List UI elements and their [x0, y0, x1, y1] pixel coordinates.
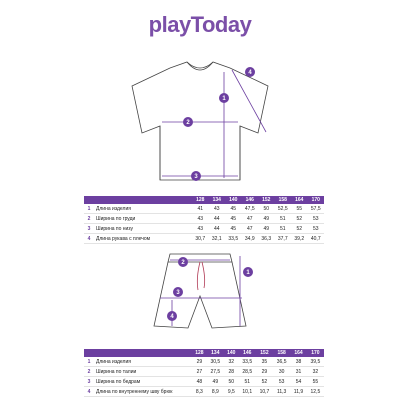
size-value: 52 — [256, 377, 273, 387]
row-label: Ширина по груди — [94, 214, 192, 224]
size-value: 8,9 — [207, 387, 224, 397]
size-header: 146 — [242, 196, 259, 204]
size-header: 170 — [308, 196, 325, 204]
size-value: 52 — [291, 214, 308, 224]
table-row — [84, 204, 324, 214]
table-row — [84, 224, 324, 234]
row-label: Ширина по низу — [94, 224, 192, 234]
row-label: Ширина по талии — [94, 367, 192, 377]
shorts-drawing — [0, 250, 400, 340]
row-label: Длина изделия — [94, 204, 192, 214]
size-value: 33,5 — [225, 234, 242, 244]
size-value: 30 — [273, 367, 290, 377]
tshirt-marker-label: 2 — [186, 120, 190, 126]
size-value: 43 — [192, 224, 209, 234]
brand-name: playToday — [148, 12, 252, 37]
row-label: Длина по внутреннему шву брюк — [94, 387, 192, 397]
size-header: 134 — [209, 196, 226, 204]
size-value: 10,1 — [239, 387, 256, 397]
table-row — [84, 367, 324, 377]
size-value: 11,9 — [290, 387, 307, 397]
row-number: 1 — [84, 204, 94, 214]
row-number: 3 — [84, 224, 94, 234]
size-value: 37,7 — [275, 234, 292, 244]
size-value: 47 — [242, 224, 259, 234]
size-value: 10,7 — [256, 387, 273, 397]
size-value: 45 — [225, 224, 242, 234]
size-value: 51 — [239, 377, 256, 387]
tshirt-marker-label: 1 — [222, 96, 226, 102]
size-value: 8,3 — [192, 387, 207, 397]
table-row — [84, 387, 324, 397]
size-value: 52,5 — [275, 204, 292, 214]
size-value: 29 — [192, 357, 207, 367]
size-value: 50 — [258, 204, 275, 214]
size-value: 34,9 — [242, 234, 259, 244]
size-value: 32 — [307, 367, 324, 377]
size-value: 30,7 — [192, 234, 209, 244]
size-value: 53 — [273, 377, 290, 387]
size-value: 45 — [225, 214, 242, 224]
size-header: 134 — [207, 349, 224, 357]
shorts-marker-label: 3 — [176, 290, 180, 296]
table-header-blank — [84, 196, 192, 204]
row-number: 2 — [84, 214, 94, 224]
size-value: 52 — [291, 224, 308, 234]
size-value: 55 — [291, 204, 308, 214]
size-header: 152 — [258, 196, 275, 204]
size-header: 164 — [291, 196, 308, 204]
size-header: 170 — [307, 349, 324, 357]
row-label: Ширина по бедрам — [94, 377, 192, 387]
row-label: Длина изделия — [94, 357, 192, 367]
table-row — [84, 234, 324, 244]
table-row — [84, 357, 324, 367]
size-value: 54 — [290, 377, 307, 387]
size-value: 43 — [192, 214, 209, 224]
row-number: 4 — [84, 387, 94, 397]
size-header: 158 — [275, 196, 292, 204]
size-value: 50 — [224, 377, 239, 387]
table-header-blank — [84, 349, 192, 357]
size-header: 146 — [239, 349, 256, 357]
size-value: 30,5 — [207, 357, 224, 367]
size-value: 36,5 — [273, 357, 290, 367]
size-value: 47 — [242, 214, 259, 224]
size-value: 27,5 — [207, 367, 224, 377]
size-value: 33,5 — [239, 357, 256, 367]
size-value: 55 — [307, 377, 324, 387]
size-value: 11,3 — [273, 387, 290, 397]
row-number: 2 — [84, 367, 94, 377]
tshirt-marker-label: 4 — [248, 70, 252, 76]
size-value: 51 — [275, 224, 292, 234]
size-header: 140 — [224, 349, 239, 357]
size-value: 28 — [224, 367, 239, 377]
size-value: 51 — [275, 214, 292, 224]
size-value: 28,5 — [239, 367, 256, 377]
size-value: 45 — [225, 204, 242, 214]
shorts-marker-label: 4 — [170, 314, 174, 320]
shorts-size-table — [84, 349, 324, 397]
size-value: 39,2 — [291, 234, 308, 244]
size-value: 39,5 — [307, 357, 324, 367]
size-header: 152 — [256, 349, 273, 357]
size-value: 41 — [192, 204, 209, 214]
size-value: 27 — [192, 367, 207, 377]
shorts-marker-label: 2 — [181, 260, 185, 266]
size-value: 47,5 — [242, 204, 259, 214]
row-number: 4 — [84, 234, 94, 244]
size-value: 53 — [308, 214, 325, 224]
size-value: 35 — [256, 357, 273, 367]
size-value: 49 — [258, 224, 275, 234]
table-row — [84, 377, 324, 387]
size-value: 9,5 — [224, 387, 239, 397]
size-value: 44 — [209, 224, 226, 234]
row-number: 1 — [84, 357, 94, 367]
size-value: 12,5 — [307, 387, 324, 397]
size-value: 31 — [290, 367, 307, 377]
size-value: 29 — [256, 367, 273, 377]
size-header: 128 — [192, 349, 207, 357]
size-header: 164 — [290, 349, 307, 357]
size-header: 158 — [273, 349, 290, 357]
size-value: 48 — [192, 377, 207, 387]
size-value: 40,7 — [308, 234, 325, 244]
size-value: 32 — [224, 357, 239, 367]
row-label: Длина рукава с плечом — [94, 234, 192, 244]
size-value: 49 — [207, 377, 224, 387]
shorts-marker-label: 1 — [246, 270, 250, 276]
size-value: 32,1 — [209, 234, 226, 244]
tshirt-size-table — [84, 196, 324, 244]
size-value: 38 — [290, 357, 307, 367]
size-value: 36,3 — [258, 234, 275, 244]
size-value: 43 — [209, 204, 226, 214]
size-header: 128 — [192, 196, 209, 204]
size-value: 49 — [258, 214, 275, 224]
brand-logo — [0, 12, 400, 38]
size-header: 140 — [225, 196, 242, 204]
row-number: 3 — [84, 377, 94, 387]
table-row — [84, 214, 324, 224]
size-value: 53 — [308, 224, 325, 234]
tshirt-drawing — [0, 55, 400, 195]
size-value: 57,5 — [308, 204, 325, 214]
tshirt-marker-label: 3 — [194, 174, 198, 180]
size-value: 44 — [209, 214, 226, 224]
